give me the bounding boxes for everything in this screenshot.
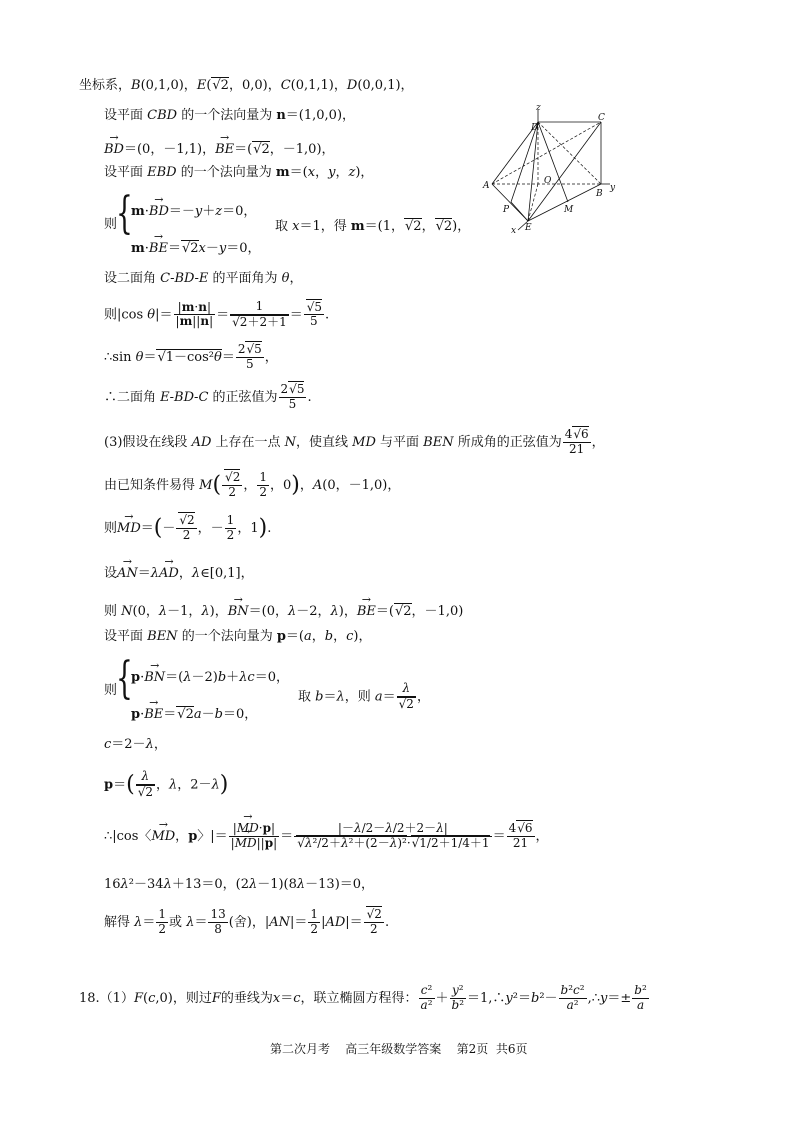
figure-label-y: y [610,183,616,193]
text-line: 18.（1）F(c,0)，则过F的垂线为x＝c，联立椭圆方程得： $\frac{\text{c²}}{\text{a²}}$ ＋ $\frac{\text{y²}}{\text{b²}}$ ＝1,∴y²＝b²－ $\frac{\text{b²c²}}{\text{a²}}$ ,∴y＝± $\frac{\text{b²}}{a}$ [79,983,647,1012]
footer-total: 共6页 [495,1042,528,1056]
text-line: 解得 λ＝ $\frac{1}{2}$ 或 λ＝ $\frac{13}{8}$ (舍)，|AN|＝ $\frac{1}{2}$ |AD|＝ $\frac{√2}{2}$ . [104,907,390,936]
text-line: 设平面 BEN 的一个法向量为 p＝(a，b，c)， [104,629,372,644]
text-line: 则|cos θ|＝ $\frac{|m\cdot n|}{|m||n|}$ ＝ $\frac{1}{√2+2+1}$ ＝ $\frac{√5}{5}$ . [104,299,330,329]
text-line: 坐标系，B(0,1,0)，E(√2，0,0)，C(0,1,1)，D(0,0,1)， [79,78,414,93]
figure-label-c: C [598,113,605,123]
text-line: (3)假设在线段 AD 上存在一点 N，使直线 MD 与平面 BEN 所成角的正弦值为 $\frac{4√6}{21}$ ， [104,427,605,456]
geometry-figure [478,104,618,234]
text-line: 则 [104,217,118,232]
text-line: ∴sin θ＝√1－cos²θ＝ $\frac{2√5}{5}$ ， [104,342,278,371]
text-line: 取 x＝1，得 m＝(1，√2，√2)， [275,219,471,234]
footer-page: 第2页 [456,1042,489,1056]
text-line: ∴|cos〈→ MD，p〉|＝ $\frac{|\to MD\cdot p|}{|\to MD||p|}$ ＝ $\frac{|-\lambda/2-\lambda/2+2-\lambda|}{\text{√λ²/2＋λ²＋(2－λ)²·√1/2＋1/4＋1}}$ ＝ $\frac{4√6}{21}$ ， [104,822,549,851]
footer-title: 高三年级数学答案 [345,1042,442,1056]
figure-label-d: D [531,123,539,133]
figure-label-b: B [596,189,603,199]
text-line: p·→ BE＝√2a－b＝0， [131,708,257,721]
figure-label-p: P [503,205,510,215]
text-line: p＝( $\frac{\lambda}{√2}$ ，λ，2－λ) [104,769,229,799]
text-line: m·→ BD＝－y＋z＝0， [131,205,256,218]
text-line: m·→ BE＝√2x－y＝0， [131,242,261,255]
text-line: 设二面角 C-BD-E 的平面角为 θ， [104,271,303,286]
text-line: 则 N(0，λ－1，λ)，→ BN＝(0，λ－2，λ)，→ BE＝(√2，－1,0) [104,605,463,618]
figure-label-o: O [544,176,552,186]
text-line: ∴二面角 E-BD-C 的正弦值为 $\frac{2√5}{5}$ . [104,382,312,411]
text-line: c＝2－λ， [104,737,167,752]
text-line: p·→ BN＝(λ－2)b＋λc＝0， [131,671,289,684]
text-line: 由已知条件易得 M( $\frac{√2}{2}$ ， $\frac{1}{2}$ ，0)，A(0，－1,0)， [104,470,401,499]
left-brace: { [116,653,133,704]
figure-label-e: E [525,223,532,233]
text-line: 设平面 CBD 的一个法向量为 n＝(1,0,0)， [104,108,356,123]
text-line: 设平面 EBD 的一个法向量为 m＝(x，y，z)， [104,165,374,180]
figure-label-a: A [483,181,490,191]
page-footer [270,1043,527,1055]
figure-label-x: x [511,226,517,234]
text-line: 取 b＝λ，则 a＝ $\frac{\lambda}{√2}$ ， [298,681,430,711]
figure-label-m: M [564,205,574,215]
text-line: 则→ MD＝(－ $\frac{√2}{2}$ ，－ $\frac{1}{2}$ ，1). [104,514,271,543]
text-line: → BD＝(0，－1,1)，→ BE＝(√2，－1,0)， [104,143,335,156]
figure-label-z: z [536,104,541,113]
footer-exam: 第二次月考 [270,1042,331,1056]
left-brace: { [116,188,133,239]
text-line: 设→ AN＝λ→ AD，λ∈[0,1]， [104,567,254,580]
text-line: 16λ²－34λ＋13＝0，(2λ－1)(8λ－13)＝0， [104,877,375,892]
text-line: 则 [104,683,118,698]
